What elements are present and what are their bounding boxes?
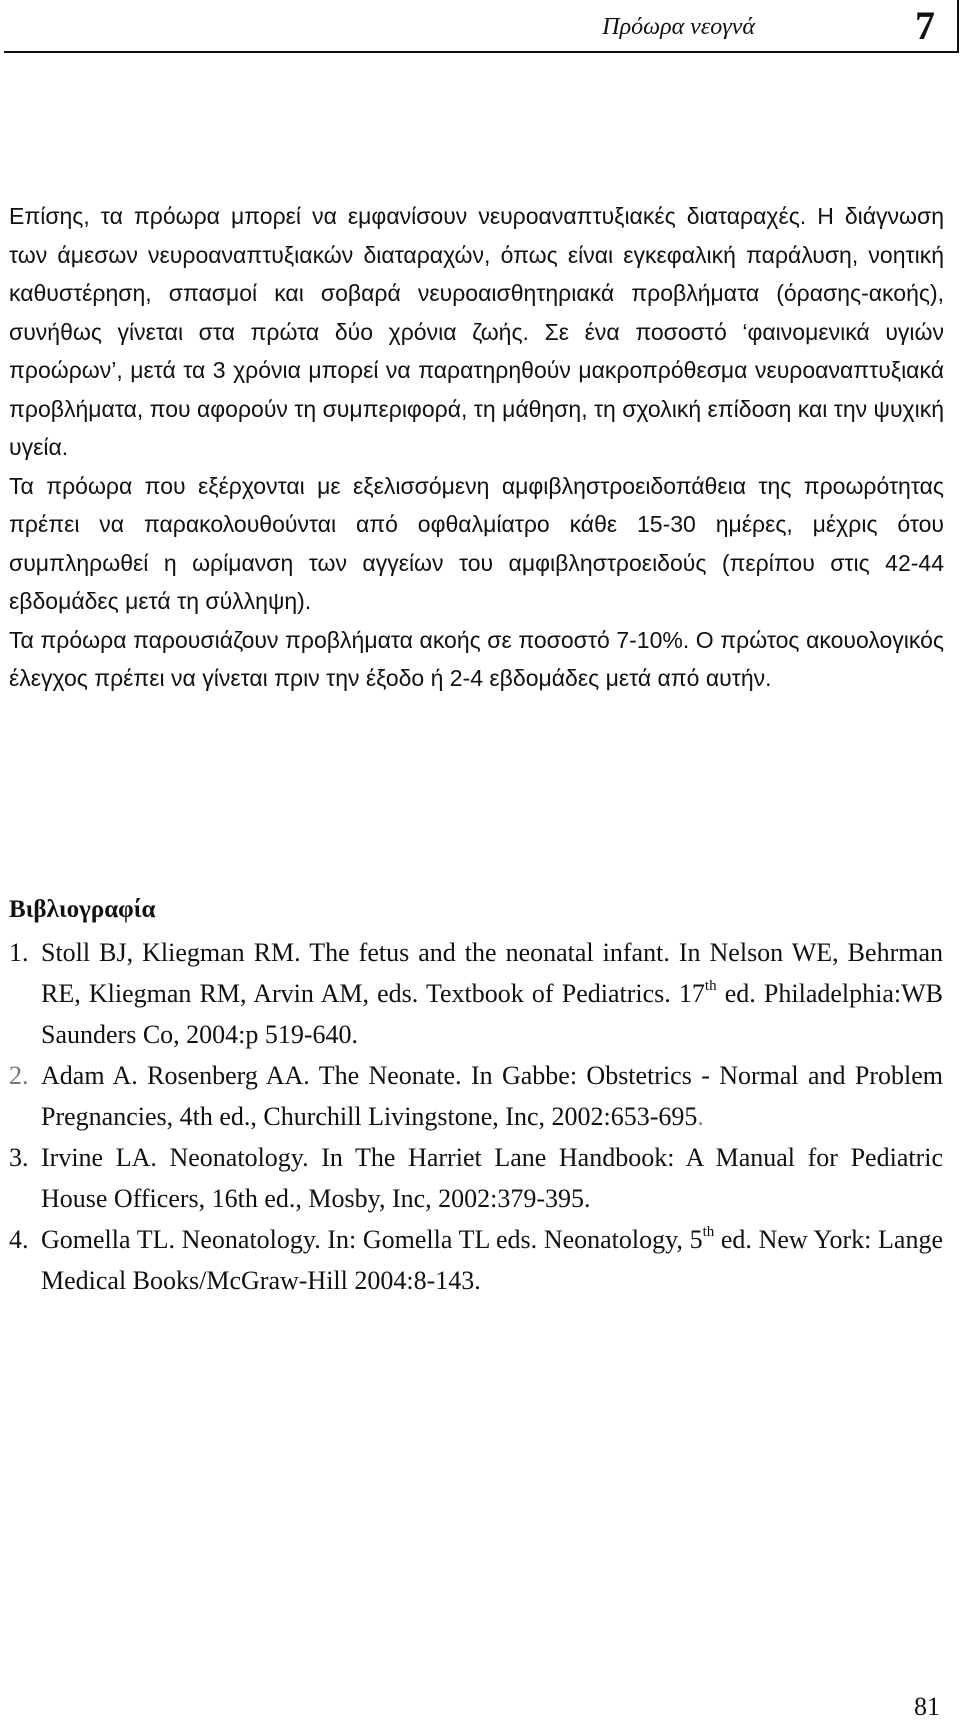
reference-number: 1. xyxy=(9,938,29,967)
reference-number: 3. xyxy=(9,1143,29,1172)
reference-text: Irvine LA. Neonatology. In The Harriet Lane Handbook: A Manual for Pediatric House Officers, 16th ed., Mosby, Inc, 2002:379-395. xyxy=(41,1143,943,1213)
running-title: Πρόωρα νεογνά xyxy=(602,14,755,40)
running-header xyxy=(4,0,959,53)
chapter-number: 7 xyxy=(915,3,935,48)
reference-item xyxy=(9,1219,943,1301)
reference-number: 4. xyxy=(9,1225,29,1254)
reference-text: Stoll BJ, Kliegman RM. The fetus and the neonatal infant. In Nelson WE, Behrman RE, Kliegman RM, Arvin AM, eds. Textbook of Pediatrics. 17th ed. Philadelphia:WB Saunders Co, 2004:p 519-640. xyxy=(41,938,943,1049)
page-number: 81 xyxy=(914,1692,940,1721)
paragraph: Επίσης, τα πρόωρα μπορεί να εμφανίσουν νευροαναπτυξιακές διαταραχές. Η διάγνωση των άμεσων νευροαναπτυξιακών διαταραχών, όπως είναι εγκεφαλική παράλυση, νοητική καθυστέρηση, σπασμοί και σοβαρά νευροαισθητηριακά προβλήματα (όρασης-ακοής), συνήθως γίνεται στα πρώτα δύο χρόνια ζωής. Σε ένα ποσοστό ‘φαινομενικά υγιών προώρων’, μετά τα 3 χρόνια μπορεί να παρατηρηθούν μακροπρόθεσμα νευροαναπτυξιακά προβλήματα, που αφορούν τη συμπεριφορά, τη μάθηση, τη σχολική επίδοση και την ψυχική υγεία. xyxy=(9,203,944,460)
reference-number: 2. xyxy=(9,1061,29,1090)
reference-text: Adam A. Rosenberg AA. The Neonate. In Gabbe: Obstetrics - Normal and Problem Pregnancies, 4th ed., Churchill Livingstone, Inc, 2002:653-695. xyxy=(41,1061,943,1131)
paragraph: Τα πρόωρα παρουσιάζουν προβλήματα ακοής σε ποσοστό 7-10%. Ο πρώτος ακουολογικός έλεγχος πρέπει να γίνεται πριν την έξοδο ή 2-4 εβδομάδες μετά από αυτήν. xyxy=(9,626,944,691)
reference-list xyxy=(9,932,943,1301)
body-text xyxy=(9,197,944,698)
reference-item xyxy=(9,1055,943,1137)
reference-item xyxy=(9,1137,943,1219)
bibliography-heading: Βιβλιογραφία xyxy=(9,896,156,923)
paragraph: Τα πρόωρα που εξέρχονται με εξελισσόμενη αμφιβληστροειδοπάθεια της προωρότητας πρέπει να παρακολουθούνται από οφθαλμίατρο κάθε 15-30 ημέρες, μέχρις ότου συμπληρωθεί η ωρίμανση των αγγείων του αμφιβληστροειδούς (περίπου στις 42-44 εβδομάδες μετά τη σύλληψη). xyxy=(9,472,944,614)
reference-item xyxy=(9,932,943,1055)
reference-text: Gomella TL. Neonatology. In: Gomella TL eds. Neonatology, 5th ed. New York: Lange Medical Books/McGraw-Hill 2004:8-143. xyxy=(41,1224,943,1295)
